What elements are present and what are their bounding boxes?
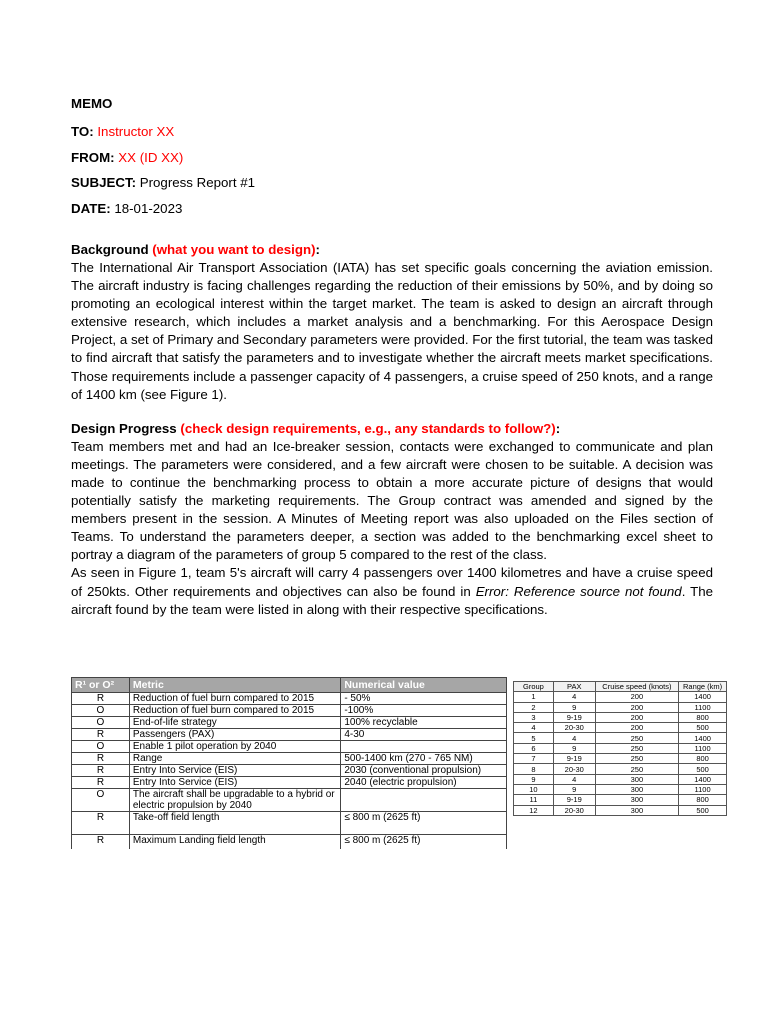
- to-label: TO:: [71, 124, 94, 139]
- background-title: Background: [71, 242, 149, 257]
- table-cell: - 50%: [341, 693, 507, 705]
- date-line: [71, 196, 713, 222]
- table-row: [72, 812, 507, 835]
- table-row: [72, 789, 507, 812]
- table-row: [514, 723, 727, 733]
- progress-paragraph-1: Team members met and had an Ice-breaker session, contacts were exchanged to communicate and plan meetings. The parameters were considered, and a few aircraft were chosen to be suitable. A decision was made to continue the benchmarking process to obtain a more accurate picture of designs that would potentially satisfy the marketing requirements. The Group contract was amended and signed by the members present in the session. A Minutes of Meeting report was also uploaded on the Files section of Teams. To understand the parameters deeper, a section was added to the benchmarking excel sheet to portray a diagram of the parameters of group 5 compared to the rest of the class.: [71, 438, 713, 563]
- header-cell: Group: [514, 682, 554, 692]
- table-cell: -100%: [341, 705, 507, 717]
- table-cell: R: [72, 753, 130, 765]
- table-cell: 800: [679, 754, 727, 764]
- table-cell: 500: [679, 805, 727, 815]
- header-cell: R¹ or O²: [72, 678, 130, 693]
- memo-title: MEMO: [71, 96, 113, 111]
- table-row: [514, 692, 727, 702]
- table-row: [514, 754, 727, 764]
- table-cell: 1400: [679, 774, 727, 784]
- table-cell: 4: [514, 723, 554, 733]
- table-cell: O: [72, 705, 130, 717]
- table-cell: O: [72, 741, 130, 753]
- table-cell: 4: [553, 692, 595, 702]
- table-cell: 250: [595, 764, 679, 774]
- progress-text-a: As seen in Figure 1, team 5's aircraft will carry 4 passengers over 1400 kilometres and have a cruise speed of 250kts. Other requirements and objectives can also be found in: [71, 565, 713, 599]
- table-cell: 4-30: [341, 729, 507, 741]
- table-cell: 8: [514, 764, 554, 774]
- table-cell: 1: [514, 692, 554, 702]
- table-cell: 12: [514, 805, 554, 815]
- table-cell: Enable 1 pilot operation by 2040: [129, 741, 340, 753]
- table-cell: O: [72, 717, 130, 729]
- table-row: [514, 795, 727, 805]
- table-cell: Entry Into Service (EIS): [129, 777, 340, 789]
- table-cell: 500-1400 km (270 - 765 NM): [341, 753, 507, 765]
- table-cell: 9: [553, 784, 595, 794]
- table-cell: 2040 (electric propulsion): [341, 777, 507, 789]
- table-cell: 6: [514, 743, 554, 753]
- background-heading: [71, 241, 713, 259]
- from-value: XX (ID XX): [118, 149, 184, 165]
- memo-document: [71, 94, 713, 619]
- table-cell: Reduction of fuel burn compared to 2015: [129, 693, 340, 705]
- table-cell: 300: [595, 774, 679, 784]
- background-paragraph: The International Air Transport Association (IATA) has set specific goals concerning the aviation emission. The aircraft industry is facing challenges regarding the reduction of their emissions by 50%, and by doing so promoting an ecological interest within the target market. The team is asked to design an aircraft through extensive research, which includes a market analysis and a benchmarking. For this Aerospace Design Project, a set of Primary and Secondary parameters were provided. For the first tutorial, the team was tasked to find aircraft that satisfy the parameters and to investigate whether the aircraft meets market specifications. Those requirements include a passenger capacity of 4 passengers, a cruise speed of 250 knots, and a range of 1400 km (see Figure 1).: [71, 260, 713, 402]
- progress-hint: (check design requirements, e.g., any standards to follow?): [180, 420, 556, 436]
- table-cell: 5: [514, 733, 554, 743]
- table-cell: 11: [514, 795, 554, 805]
- table-cell: 1400: [679, 692, 727, 702]
- table-cell: R: [72, 812, 130, 835]
- table-cell: 100% recyclable: [341, 717, 507, 729]
- subject-label: SUBJECT:: [71, 175, 137, 190]
- table-row: [514, 774, 727, 784]
- table-cell: 250: [595, 743, 679, 753]
- group-parameters-table: [513, 681, 727, 816]
- table-cell: 4: [553, 733, 595, 743]
- table-row: [514, 764, 727, 774]
- table-row: [72, 741, 507, 753]
- date-value: 18-01-2023: [114, 200, 183, 216]
- table-cell: 300: [595, 795, 679, 805]
- table-cell: 2030 (conventional propulsion): [341, 765, 507, 777]
- table-cell: O: [72, 789, 130, 812]
- subject-line: [71, 170, 713, 196]
- table-cell: 1400: [679, 733, 727, 743]
- table-cell: Take-off field length: [129, 812, 340, 835]
- table-cell: 300: [595, 805, 679, 815]
- header-cell: Metric: [129, 678, 340, 693]
- table-cell: 200: [595, 723, 679, 733]
- table-row: [514, 702, 727, 712]
- to-value: Instructor XX: [97, 124, 175, 139]
- background-colon: :: [315, 242, 320, 257]
- table-row: [514, 784, 727, 794]
- header-cell: Range (km): [679, 682, 727, 692]
- table-cell: 500: [679, 723, 727, 733]
- table-cell: Range: [129, 753, 340, 765]
- table-cell: [341, 741, 507, 753]
- progress-paragraph-2: [71, 564, 713, 618]
- table-row: [72, 777, 507, 789]
- from-label: FROM:: [71, 149, 115, 165]
- table-row: [72, 705, 507, 717]
- table-cell: ≤ 800 m (2625 ft): [341, 835, 507, 850]
- table-cell: 1100: [679, 784, 727, 794]
- table-cell: Entry Into Service (EIS): [129, 765, 340, 777]
- table-cell: 300: [595, 784, 679, 794]
- table-cell: 800: [679, 795, 727, 805]
- table-row: [514, 805, 727, 815]
- table-cell: 200: [595, 692, 679, 702]
- table-cell: 200: [595, 702, 679, 712]
- table-row: [514, 733, 727, 743]
- table-cell: 200: [595, 712, 679, 722]
- table-cell: R: [72, 777, 130, 789]
- header-cell: Cruise speed (knots): [595, 682, 679, 692]
- table-cell: 500: [679, 764, 727, 774]
- table-cell: 10: [514, 784, 554, 794]
- table-row: [72, 717, 507, 729]
- table-cell: 2: [514, 702, 554, 712]
- progress-title: Design Progress: [71, 420, 177, 436]
- table-cell: End-of-life strategy: [129, 717, 340, 729]
- date-label: DATE:: [71, 200, 111, 216]
- from-line: [71, 145, 713, 171]
- table-cell: 250: [595, 733, 679, 743]
- table-cell: The aircraft shall be upgradable to a hybrid or electric propulsion by 2040: [129, 789, 340, 812]
- table-cell: R: [72, 729, 130, 741]
- progress-heading: [71, 420, 713, 438]
- table-cell: R: [72, 765, 130, 777]
- table-row: [72, 753, 507, 765]
- table-cell: Reduction of fuel burn compared to 2015: [129, 705, 340, 717]
- table-cell: 800: [679, 712, 727, 722]
- reference-error: Error: Reference source not found: [475, 583, 682, 599]
- table-cell: 1100: [679, 702, 727, 712]
- table-cell: 20-30: [553, 764, 595, 774]
- table-cell: 9: [553, 743, 595, 753]
- requirements-header-row: [72, 678, 507, 693]
- table-cell: 9: [553, 702, 595, 712]
- table-cell: Passengers (PAX): [129, 729, 340, 741]
- table-cell: R: [72, 693, 130, 705]
- table-row: [514, 712, 727, 722]
- table-row: [72, 693, 507, 705]
- table-cell: 250: [595, 754, 679, 764]
- table-cell: 4: [553, 774, 595, 784]
- table-cell: 7: [514, 754, 554, 764]
- table-cell: 9: [514, 774, 554, 784]
- table-cell: 3: [514, 712, 554, 722]
- table-cell: 20-30: [553, 805, 595, 815]
- table-row: [72, 835, 507, 850]
- table-cell: 9-19: [553, 712, 595, 722]
- group-header-row: [514, 682, 727, 692]
- table-cell: 1100: [679, 743, 727, 753]
- background-hint: (what you want to design): [152, 242, 316, 257]
- table-cell: 20-30: [553, 723, 595, 733]
- subject-value: Progress Report #1: [139, 175, 256, 190]
- header-cell: Numerical value: [341, 678, 507, 693]
- table-cell: R: [72, 835, 130, 850]
- to-line: [71, 119, 713, 145]
- table-row: [514, 743, 727, 753]
- table-row: [72, 729, 507, 741]
- progress-colon: :: [555, 420, 561, 436]
- table-cell: Maximum Landing field length: [129, 835, 340, 850]
- header-cell: PAX: [553, 682, 595, 692]
- progress-text-b: . The aircraft found by the team were listed in along with their respective specifications.: [71, 583, 714, 617]
- table-cell: 9-19: [553, 795, 595, 805]
- table-cell: [341, 789, 507, 812]
- table-cell: 9-19: [553, 754, 595, 764]
- requirements-table: [71, 677, 507, 849]
- table-row: [72, 765, 507, 777]
- table-cell: ≤ 800 m (2625 ft): [341, 812, 507, 835]
